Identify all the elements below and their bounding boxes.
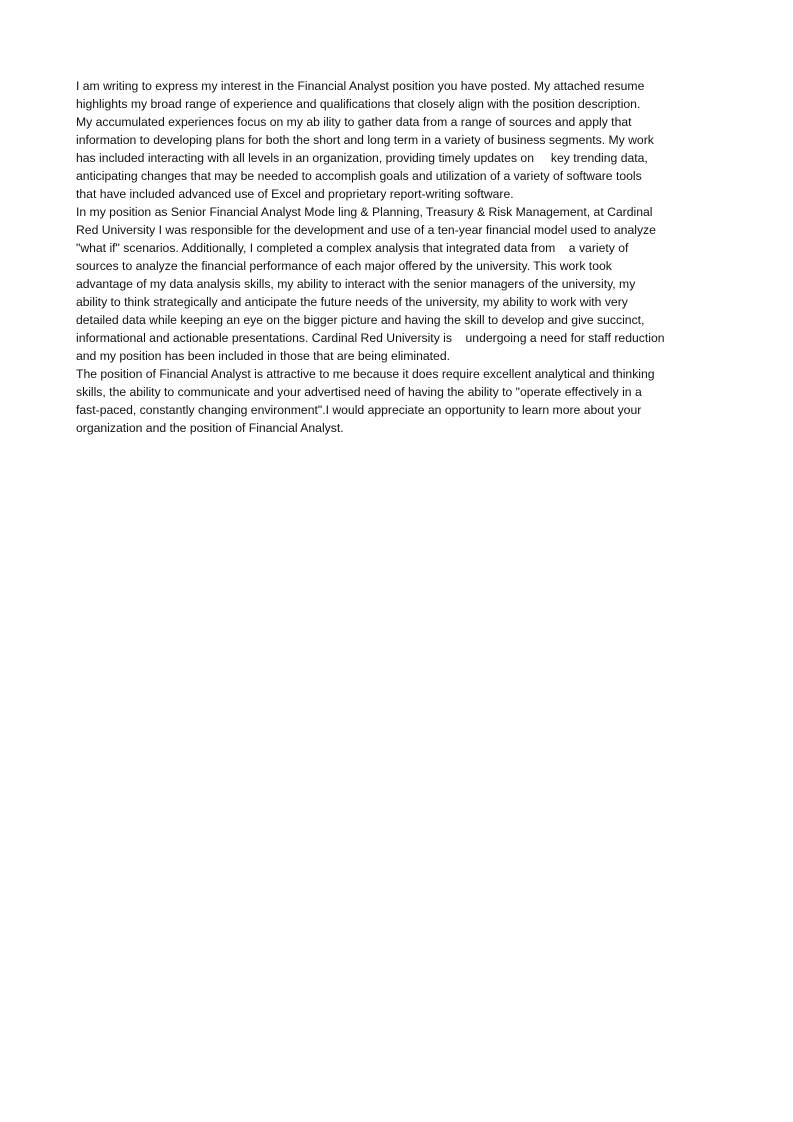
letter-line: sources to analyze the financial performance of each major offered by the university. This work took [76,259,612,273]
letter-line: anticipating changes that may be needed to accomplish goals and utilization of a variety of software tools [76,169,642,183]
letter-line: "what if" scenarios. Additionally, I completed a complex analysis that integrated data from a variety of [76,241,629,255]
letter-line: detailed data while keeping an eye on the bigger picture and having the skill to develop and give succinct, [76,313,645,327]
letter-line: In my position as Senior Financial Analyst Mode ling & Planning, Treasury & Risk Management, at Cardinal [76,205,653,219]
letter-line: highlights my broad range of experience and qualifications that closely align with the position description. [76,97,641,111]
letter-line: I am writing to express my interest in the Financial Analyst position you have posted. My attached resume [76,79,645,93]
letter-line: skills, the ability to communicate and your advertised need of having the ability to "operate effectively in a [76,385,642,399]
letter-line: The position of Financial Analyst is attractive to me because it does require excellent analytical and thinking [76,367,655,381]
letter-line: has included interacting with all levels in an organization, providing timely updates on key trending data, [76,151,648,165]
letter-line: informational and actionable presentations. Cardinal Red University is undergoing a need for staff reduction [76,331,665,345]
letter-line: information to developing plans for both the short and long term in a variety of business segments. My work [76,133,654,147]
letter-line: Red University I was responsible for the development and use of a ten-year financial model used to analyze [76,223,656,237]
letter-line: ability to think strategically and anticipate the future needs of the university, my ability to work with very [76,295,628,309]
letter-body [76,77,716,437]
letter-line: that have included advanced use of Excel and proprietary report-writing software. [76,187,514,201]
letter-line: advantage of my data analysis skills, my ability to interact with the senior managers of the university, my [76,277,636,291]
letter-line: fast-paced, constantly changing environment".I would appreciate an opportunity to learn more about your [76,403,642,417]
letter-line: and my position has been included in those that are being eliminated. [76,349,450,363]
letter-line: organization and the position of Financial Analyst. [76,421,344,435]
letter-line: My accumulated experiences focus on my ab ility to gather data from a range of sources and apply that [76,115,632,129]
